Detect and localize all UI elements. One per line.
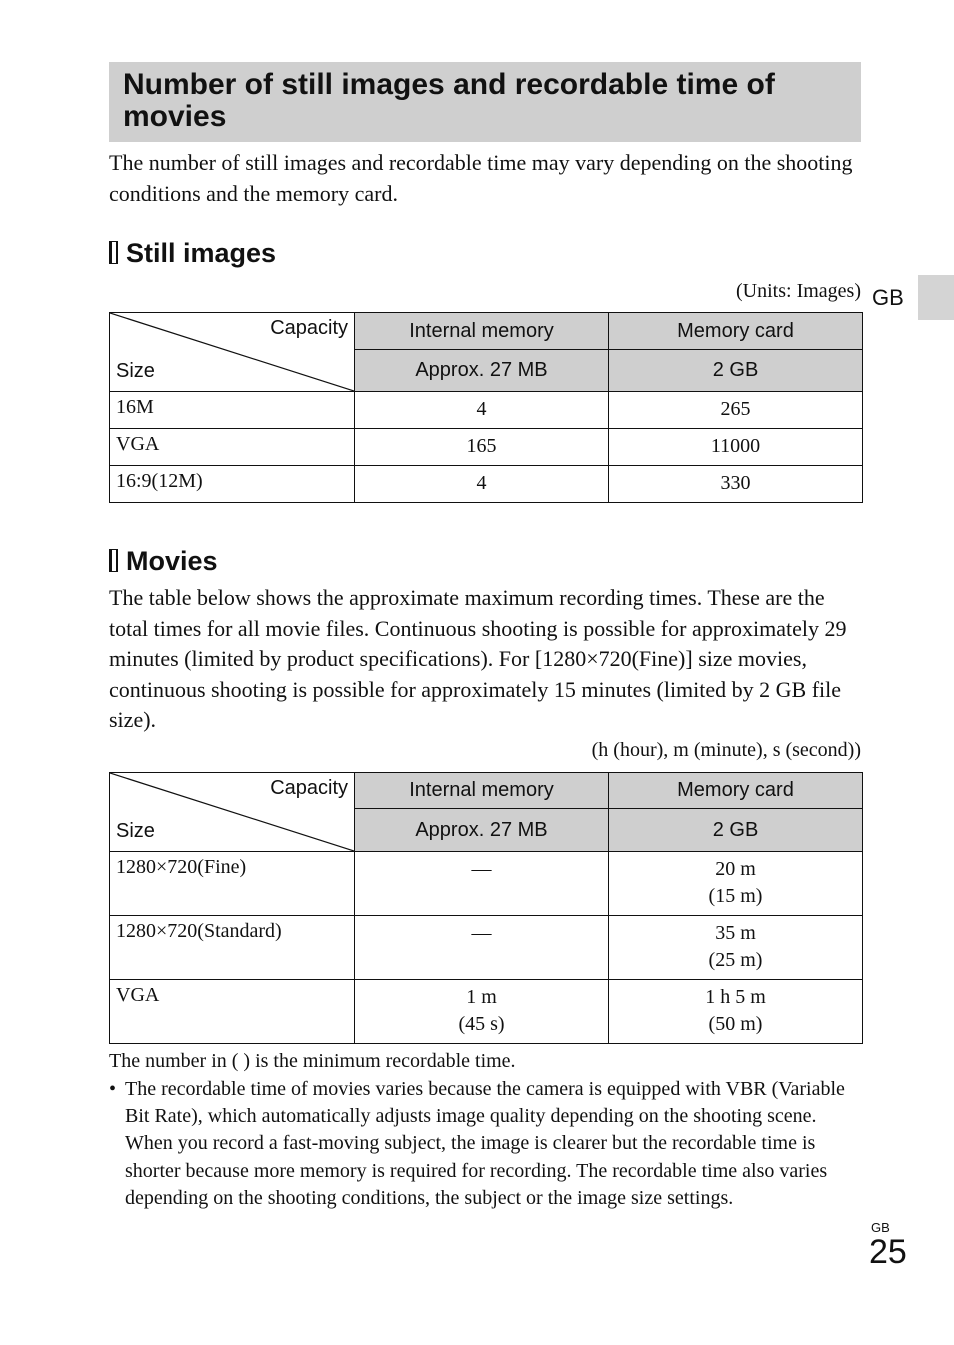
row-internal bbox=[355, 852, 609, 916]
movies-text: The table below shows the approximate maximum recording times. These are the total times for all movie files. Continuous shooting is possible for approximately 29 minutes (limited by product specifications). For [1280×720(Fine)] size movies, continuous shooting is possible for approximately 15 minutes (limited by 2 GB file size). bbox=[109, 585, 847, 732]
header-memory-card: Memory card bbox=[609, 773, 863, 809]
header-card-capacity: 2 GB bbox=[609, 350, 863, 392]
row-card-value: 1 h 5 m bbox=[705, 986, 766, 1008]
row-size: VGA bbox=[110, 429, 355, 466]
row-internal-value: 1 m bbox=[466, 986, 497, 1008]
row-card bbox=[609, 980, 863, 1044]
page-region-label: GB bbox=[871, 1220, 890, 1235]
still-images-heading bbox=[109, 238, 276, 268]
still-units: (Units: Images) bbox=[736, 280, 861, 302]
header-internal-memory: Internal memory bbox=[355, 313, 609, 350]
size-label: Size bbox=[116, 360, 155, 382]
side-tab-label: GB bbox=[872, 285, 904, 310]
row-size: 1280×720(Standard) bbox=[110, 916, 355, 980]
table-row bbox=[110, 392, 863, 429]
row-card-min: (25 m) bbox=[708, 949, 763, 971]
table-row bbox=[110, 429, 863, 466]
capacity-label: Capacity bbox=[270, 777, 348, 799]
footnote: The number in ( ) is the minimum recordable time. bbox=[109, 1050, 516, 1072]
row-card: 330 bbox=[609, 466, 863, 503]
row-internal bbox=[355, 916, 609, 980]
row-card: 11000 bbox=[609, 429, 863, 466]
row-size: 16:9(12M) bbox=[110, 466, 355, 503]
row-size: 16M bbox=[110, 392, 355, 429]
row-card-value: 35 m bbox=[715, 922, 756, 944]
still-images-heading-text: Still images bbox=[126, 238, 277, 268]
capacity-label: Capacity bbox=[270, 317, 348, 339]
row-internal-value: — bbox=[471, 922, 492, 944]
diagonal-header-cell bbox=[110, 773, 355, 852]
still-images-table bbox=[109, 312, 863, 503]
row-size: 1280×720(Fine) bbox=[110, 852, 355, 916]
table-row bbox=[110, 916, 863, 980]
bullet-dot: • bbox=[109, 1078, 117, 1100]
movies-units: (h (hour), m (minute), s (second)) bbox=[591, 739, 861, 761]
bullet-note bbox=[109, 1076, 861, 1212]
row-card-value: 20 m bbox=[715, 858, 756, 880]
header-internal-capacity: Approx. 27 MB bbox=[355, 809, 609, 852]
row-card: 265 bbox=[609, 392, 863, 429]
header-internal-memory: Internal memory bbox=[355, 773, 609, 809]
page-title: Number of still images and recordable time of movies bbox=[123, 68, 775, 133]
intro-text: The number of still images and recordable time may vary depending on the shooting conditions and the memory card. bbox=[109, 150, 853, 206]
movies-heading-text: Movies bbox=[126, 546, 218, 576]
title-box bbox=[109, 62, 861, 142]
bullet-text: The recordable time of movies varies because the camera is equipped with VBR (Variable Bit Rate), which automatically adjusts image quality depending on the shooting scene. When you record a fast-moving subject, the image is clearer but the recordable time is shorter because more memory is required for recording. The recordable time also varies depending on the shooting conditions, the subject or the image size settings. bbox=[125, 1078, 845, 1209]
header-memory-card: Memory card bbox=[609, 313, 863, 350]
section-marker-icon bbox=[109, 241, 118, 264]
table-row bbox=[110, 466, 863, 503]
row-internal: 4 bbox=[355, 392, 609, 429]
side-tab bbox=[918, 275, 954, 320]
row-internal-value: — bbox=[471, 858, 492, 880]
table-row bbox=[110, 852, 863, 916]
row-card-min: (50 m) bbox=[708, 1013, 763, 1035]
row-internal: 4 bbox=[355, 466, 609, 503]
header-card-capacity: 2 GB bbox=[609, 809, 863, 852]
row-internal: 165 bbox=[355, 429, 609, 466]
header-internal-capacity: Approx. 27 MB bbox=[355, 350, 609, 392]
row-internal bbox=[355, 980, 609, 1044]
section-marker-icon bbox=[109, 549, 118, 572]
size-label: Size bbox=[116, 820, 155, 842]
diagonal-header-cell bbox=[110, 313, 355, 392]
row-card-min: (15 m) bbox=[708, 885, 763, 907]
movies-heading bbox=[109, 546, 218, 576]
row-size: VGA bbox=[110, 980, 355, 1044]
row-card bbox=[609, 852, 863, 916]
movies-table bbox=[109, 772, 863, 1044]
page-number: 25 bbox=[869, 1233, 907, 1271]
table-row bbox=[110, 980, 863, 1044]
row-card bbox=[609, 916, 863, 980]
row-internal-min: (45 s) bbox=[458, 1013, 505, 1035]
